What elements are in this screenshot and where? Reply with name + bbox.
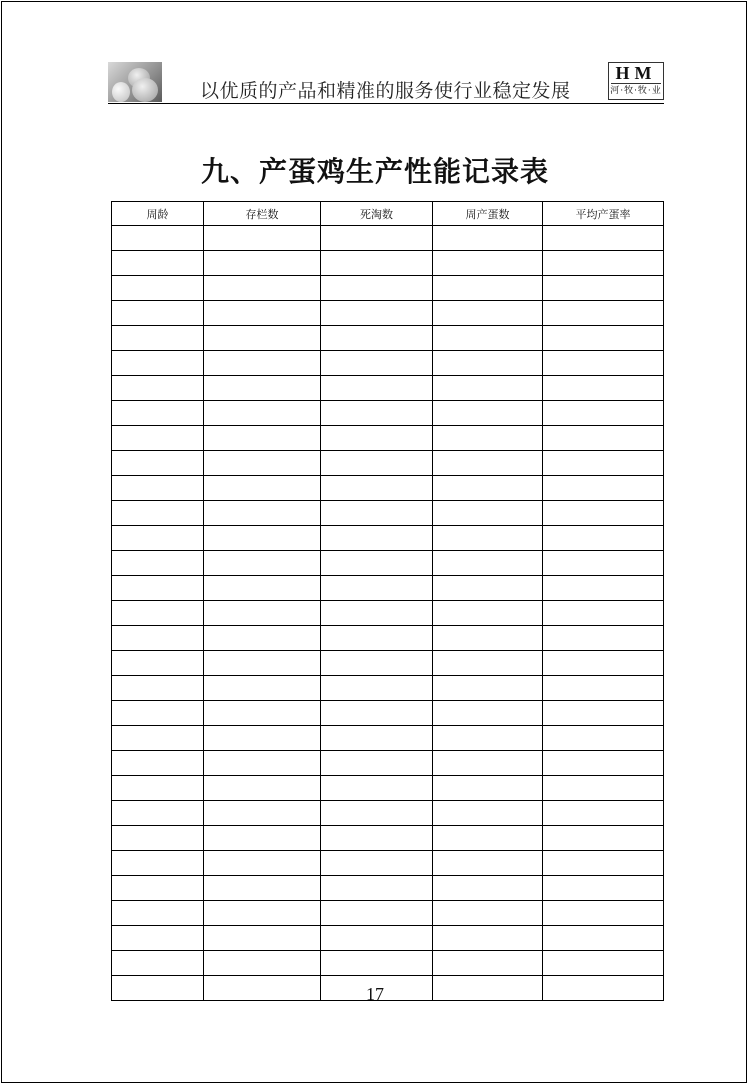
table-cell[interactable] bbox=[112, 301, 204, 326]
table-cell[interactable] bbox=[321, 301, 433, 326]
table-cell[interactable] bbox=[112, 451, 204, 476]
table-cell[interactable] bbox=[204, 876, 321, 901]
table-cell[interactable] bbox=[321, 951, 433, 976]
table-cell[interactable] bbox=[433, 376, 543, 401]
table-cell[interactable] bbox=[112, 401, 204, 426]
table-cell[interactable] bbox=[543, 526, 664, 551]
table-cell[interactable] bbox=[433, 876, 543, 901]
column-header-avg-lay-rate: 平均产蛋率 bbox=[543, 202, 664, 226]
table-row bbox=[112, 701, 664, 726]
table-cell[interactable] bbox=[543, 801, 664, 826]
table-cell[interactable] bbox=[433, 651, 543, 676]
table-cell[interactable] bbox=[433, 551, 543, 576]
table-body bbox=[112, 226, 664, 1001]
table-cell[interactable] bbox=[112, 726, 204, 751]
table-cell[interactable] bbox=[112, 326, 204, 351]
table-cell[interactable] bbox=[433, 801, 543, 826]
table-cell[interactable] bbox=[321, 876, 433, 901]
table-row bbox=[112, 751, 664, 776]
table-cell[interactable] bbox=[433, 451, 543, 476]
table-row bbox=[112, 251, 664, 276]
table-cell[interactable] bbox=[204, 301, 321, 326]
table-cell[interactable] bbox=[204, 676, 321, 701]
table-row bbox=[112, 876, 664, 901]
table-cell[interactable] bbox=[321, 601, 433, 626]
table-cell[interactable] bbox=[433, 901, 543, 926]
table-cell[interactable] bbox=[112, 926, 204, 951]
table-cell[interactable] bbox=[433, 326, 543, 351]
table-row bbox=[112, 601, 664, 626]
table-cell[interactable] bbox=[543, 426, 664, 451]
table-cell[interactable] bbox=[204, 526, 321, 551]
table-cell[interactable] bbox=[112, 901, 204, 926]
table-cell[interactable] bbox=[543, 451, 664, 476]
table-cell[interactable] bbox=[543, 276, 664, 301]
table-row bbox=[112, 351, 664, 376]
table-cell[interactable] bbox=[321, 776, 433, 801]
table-cell[interactable] bbox=[433, 601, 543, 626]
table-cell[interactable] bbox=[543, 776, 664, 801]
table-cell[interactable] bbox=[433, 276, 543, 301]
table-cell[interactable] bbox=[204, 801, 321, 826]
table-cell[interactable] bbox=[112, 576, 204, 601]
table-cell[interactable] bbox=[433, 726, 543, 751]
table-cell[interactable] bbox=[204, 351, 321, 376]
table-cell[interactable] bbox=[204, 701, 321, 726]
table-cell[interactable] bbox=[543, 501, 664, 526]
table-cell[interactable] bbox=[543, 251, 664, 276]
table-row bbox=[112, 451, 664, 476]
table-cell[interactable] bbox=[204, 926, 321, 951]
table-row bbox=[112, 626, 664, 651]
table-cell[interactable] bbox=[321, 901, 433, 926]
table-cell[interactable] bbox=[112, 651, 204, 676]
table-cell[interactable] bbox=[204, 826, 321, 851]
table-cell[interactable] bbox=[112, 826, 204, 851]
header-slogan: 以优质的产品和精准的服务使行业稳定发展 bbox=[200, 80, 571, 102]
table-cell[interactable] bbox=[543, 751, 664, 776]
table-cell[interactable] bbox=[321, 726, 433, 751]
table-cell[interactable] bbox=[543, 551, 664, 576]
table-cell[interactable] bbox=[112, 676, 204, 701]
table-cell[interactable] bbox=[433, 926, 543, 951]
table-cell[interactable] bbox=[433, 501, 543, 526]
header-rule bbox=[108, 103, 664, 104]
logo-letters: HM bbox=[611, 63, 661, 84]
table-row bbox=[112, 651, 664, 676]
table-cell[interactable] bbox=[112, 701, 204, 726]
page-number: 17 bbox=[366, 984, 384, 1004]
table-cell[interactable] bbox=[321, 576, 433, 601]
table-cell[interactable] bbox=[204, 451, 321, 476]
table-cell[interactable] bbox=[204, 426, 321, 451]
table-cell[interactable] bbox=[112, 601, 204, 626]
table-row bbox=[112, 801, 664, 826]
table-row bbox=[112, 476, 664, 501]
table-cell[interactable] bbox=[543, 651, 664, 676]
table-cell[interactable] bbox=[433, 351, 543, 376]
table-row bbox=[112, 576, 664, 601]
table-cell[interactable] bbox=[112, 751, 204, 776]
table-cell[interactable] bbox=[204, 476, 321, 501]
table-cell[interactable] bbox=[433, 701, 543, 726]
table-cell[interactable] bbox=[433, 676, 543, 701]
table-cell[interactable] bbox=[543, 401, 664, 426]
table-cell[interactable] bbox=[204, 576, 321, 601]
table-row bbox=[112, 326, 664, 351]
page-title: 九、产蛋鸡生产性能记录表 bbox=[200, 155, 549, 188]
table-cell[interactable] bbox=[543, 926, 664, 951]
company-logo bbox=[608, 62, 664, 100]
table-cell[interactable] bbox=[112, 476, 204, 501]
table-cell[interactable] bbox=[321, 476, 433, 501]
table-row bbox=[112, 401, 664, 426]
table-cell[interactable] bbox=[204, 751, 321, 776]
table-cell[interactable] bbox=[112, 376, 204, 401]
table-cell[interactable] bbox=[321, 626, 433, 651]
table-cell[interactable] bbox=[543, 576, 664, 601]
table-cell[interactable] bbox=[321, 451, 433, 476]
table-cell[interactable] bbox=[433, 301, 543, 326]
table-cell[interactable] bbox=[321, 526, 433, 551]
table-cell[interactable] bbox=[204, 726, 321, 751]
table-cell[interactable] bbox=[543, 851, 664, 876]
table-cell[interactable] bbox=[433, 401, 543, 426]
table-cell[interactable] bbox=[543, 626, 664, 651]
table-cell[interactable] bbox=[321, 651, 433, 676]
table-row bbox=[112, 901, 664, 926]
table-row bbox=[112, 951, 664, 976]
table-cell[interactable] bbox=[543, 476, 664, 501]
table-cell[interactable] bbox=[204, 626, 321, 651]
table-cell[interactable] bbox=[112, 551, 204, 576]
table-row bbox=[112, 726, 664, 751]
table-cell[interactable] bbox=[321, 401, 433, 426]
table-row bbox=[112, 376, 664, 401]
column-header-culled-count: 死淘数 bbox=[321, 202, 433, 226]
table-cell[interactable] bbox=[112, 951, 204, 976]
table-cell[interactable] bbox=[543, 326, 664, 351]
record-table bbox=[111, 201, 664, 1001]
table-cell[interactable] bbox=[433, 851, 543, 876]
table-cell[interactable] bbox=[433, 251, 543, 276]
table-cell[interactable] bbox=[433, 476, 543, 501]
table-cell[interactable] bbox=[433, 526, 543, 551]
table-cell[interactable] bbox=[204, 651, 321, 676]
table-cell[interactable] bbox=[433, 776, 543, 801]
table-cell[interactable] bbox=[112, 226, 204, 251]
table-row bbox=[112, 501, 664, 526]
table-cell[interactable] bbox=[321, 276, 433, 301]
table-cell[interactable] bbox=[433, 951, 543, 976]
table-cell[interactable] bbox=[543, 351, 664, 376]
table-cell[interactable] bbox=[112, 501, 204, 526]
table-cell[interactable] bbox=[321, 351, 433, 376]
table-cell[interactable] bbox=[543, 826, 664, 851]
logo-subtext: 河·牧·牧·业 bbox=[610, 86, 662, 96]
table-cell[interactable] bbox=[204, 776, 321, 801]
table-cell[interactable] bbox=[112, 251, 204, 276]
table-cell[interactable] bbox=[321, 376, 433, 401]
table-cell[interactable] bbox=[321, 326, 433, 351]
table-cell[interactable] bbox=[204, 501, 321, 526]
table-cell[interactable] bbox=[433, 751, 543, 776]
table-cell[interactable] bbox=[112, 851, 204, 876]
table-cell[interactable] bbox=[543, 951, 664, 976]
table-row bbox=[112, 226, 664, 251]
table-cell[interactable] bbox=[112, 426, 204, 451]
table-cell[interactable] bbox=[112, 276, 204, 301]
column-header-stock-count: 存栏数 bbox=[204, 202, 321, 226]
table-cell[interactable] bbox=[543, 601, 664, 626]
table-cell[interactable] bbox=[543, 901, 664, 926]
table-cell[interactable] bbox=[204, 851, 321, 876]
table-cell[interactable] bbox=[321, 501, 433, 526]
table-header-row bbox=[112, 202, 664, 226]
table-cell[interactable] bbox=[112, 876, 204, 901]
table-cell[interactable] bbox=[321, 226, 433, 251]
table-cell[interactable] bbox=[321, 701, 433, 726]
table-cell[interactable] bbox=[204, 901, 321, 926]
table-cell[interactable] bbox=[321, 251, 433, 276]
table-cell[interactable] bbox=[204, 551, 321, 576]
table-cell[interactable] bbox=[543, 301, 664, 326]
table-cell[interactable] bbox=[543, 876, 664, 901]
table-cell[interactable] bbox=[543, 226, 664, 251]
table-row bbox=[112, 926, 664, 951]
table-cell[interactable] bbox=[204, 226, 321, 251]
table-cell[interactable] bbox=[543, 676, 664, 701]
table-cell[interactable] bbox=[204, 276, 321, 301]
table-row bbox=[112, 676, 664, 701]
table-cell[interactable] bbox=[204, 951, 321, 976]
table-cell[interactable] bbox=[321, 851, 433, 876]
table-row bbox=[112, 301, 664, 326]
table-row bbox=[112, 276, 664, 301]
table-cell[interactable] bbox=[204, 251, 321, 276]
table-row bbox=[112, 851, 664, 876]
table-cell[interactable] bbox=[543, 726, 664, 751]
table-cell[interactable] bbox=[112, 776, 204, 801]
table-cell[interactable] bbox=[433, 226, 543, 251]
table-row bbox=[112, 776, 664, 801]
table-cell[interactable] bbox=[204, 601, 321, 626]
table-cell[interactable] bbox=[321, 426, 433, 451]
table-cell[interactable] bbox=[543, 376, 664, 401]
table-cell[interactable] bbox=[433, 576, 543, 601]
table-row bbox=[112, 426, 664, 451]
column-header-weekly-eggs: 周产蛋数 bbox=[433, 202, 543, 226]
table-cell[interactable] bbox=[204, 326, 321, 351]
table-cell[interactable] bbox=[433, 426, 543, 451]
table-row bbox=[112, 551, 664, 576]
table-cell[interactable] bbox=[321, 676, 433, 701]
table-row bbox=[112, 826, 664, 851]
table-cell[interactable] bbox=[321, 751, 433, 776]
table-row bbox=[112, 526, 664, 551]
table-cell[interactable] bbox=[112, 526, 204, 551]
table-cell[interactable] bbox=[321, 551, 433, 576]
table-cell[interactable] bbox=[112, 626, 204, 651]
table-cell[interactable] bbox=[112, 351, 204, 376]
table-cell[interactable] bbox=[204, 401, 321, 426]
table-cell[interactable] bbox=[433, 626, 543, 651]
table-cell[interactable] bbox=[321, 801, 433, 826]
chick-and-egg-photo bbox=[108, 62, 162, 102]
page-header bbox=[108, 62, 664, 102]
column-header-week-age: 周龄 bbox=[112, 202, 204, 226]
table-cell[interactable] bbox=[112, 801, 204, 826]
table-cell[interactable] bbox=[204, 376, 321, 401]
table-cell[interactable] bbox=[433, 826, 543, 851]
table-cell[interactable] bbox=[543, 701, 664, 726]
table-cell[interactable] bbox=[321, 926, 433, 951]
table-cell[interactable] bbox=[321, 826, 433, 851]
